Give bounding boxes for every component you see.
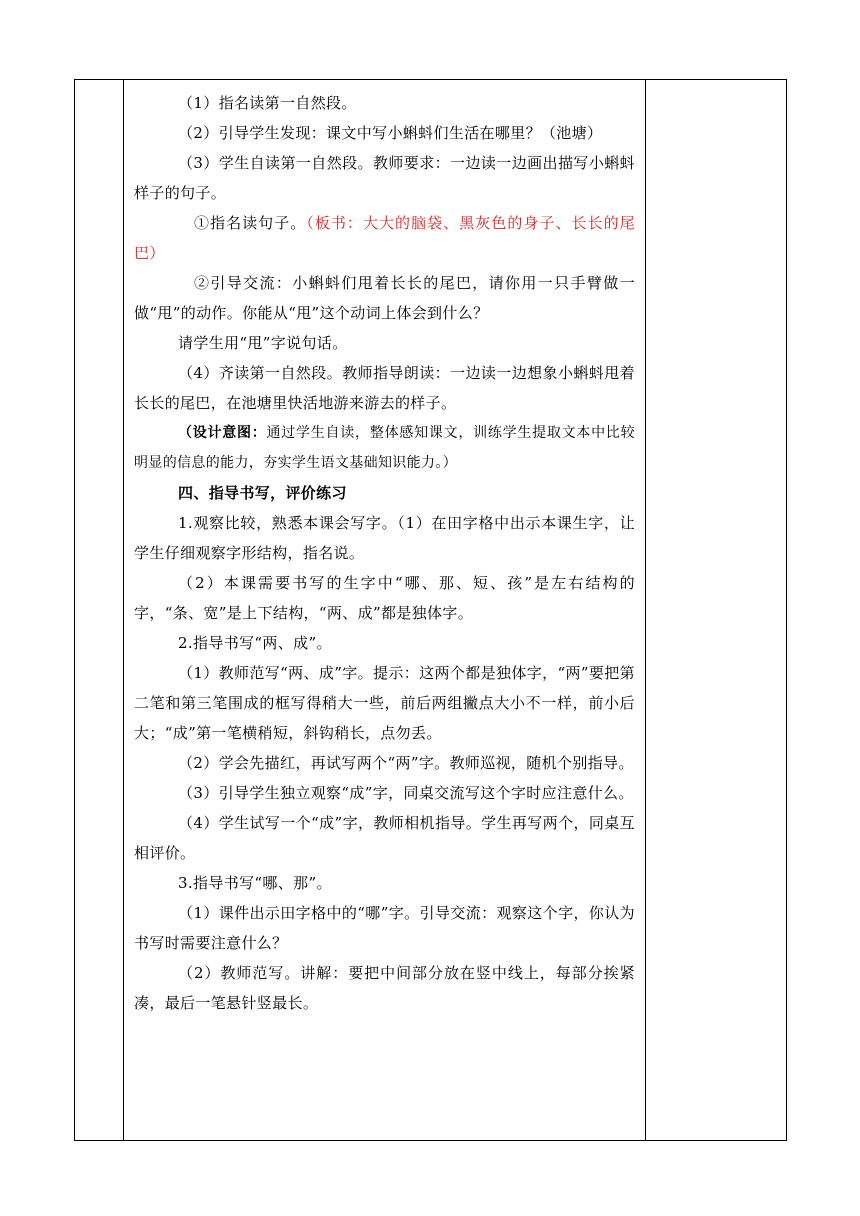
paragraph: （3）引导学生独立观察“成”字，同桌交流写这个字时应注意什么。 <box>178 784 634 802</box>
paragraph: （2）教师范写。讲解：要把中间部分放在竖中线上，每部分挨紧凑，最后一笔悬针竖最长。 <box>134 964 635 1012</box>
paragraph-text: ①指名读句子。 <box>194 214 307 232</box>
right-column-cell <box>646 80 787 1141</box>
paragraph: （2）引导学生发现：课文中写小蝌蚪们生活在哪里？（池塘） <box>178 124 603 142</box>
design-intent-text: 通过学生自读，整体感知课文，训练学生提取文本中比较明显的信息的能力，夯实学生语文基础知识能力。） <box>134 425 635 471</box>
paragraph: （4）齐读第一自然段。教师指导朗读：一边读一边想象小蝌蚪甩着长长的尾巴，在池塘里快活地游来游去的样子。 <box>134 364 635 412</box>
paragraph <box>134 208 635 268</box>
section-heading: 四、指导书写，评价练习 <box>178 484 347 502</box>
paragraph: （4）学生试写一个“成”字，教师相机指导。学生再写两个，同桌互相评价。 <box>134 814 635 862</box>
lesson-table <box>74 79 787 1141</box>
paragraph: （1）教师范写“两、成”字。提示：这两个都是独体字，“两”要把第二笔和第三笔围成的框写得稍大一些，前后两组撇点大小不一样，前小后大；“成”第一笔横稍短，斜钩稍长，点勿丢。 <box>134 664 635 742</box>
paragraph: （3）学生自读第一自然段。教师要求：一边读一边画出描写小蝌蚪样子的句子。 <box>134 154 635 202</box>
content-cell <box>124 80 646 1141</box>
blackboard-note: （板书：大大的脑袋、黑灰色的身子、长长的尾巴） <box>134 214 635 262</box>
lesson-content <box>124 80 645 1140</box>
paragraph: 请学生用“甩”字说句话。 <box>178 334 348 352</box>
design-intent <box>134 418 635 478</box>
left-column-cell <box>75 80 124 1141</box>
paragraph: ②引导交流：小蝌蚪们甩着长长的尾巴，请你用一只手臂做一做“甩”的动作。你能从“甩”这个动词上体会到什么？ <box>134 274 635 322</box>
table-row <box>75 80 787 1141</box>
paragraph: （1）课件出示田字格中的“哪”字。引导交流：观察这个字，你认为书写时需要注意什么？ <box>134 904 635 952</box>
paragraph: 2.指导书写“两、成”。 <box>178 634 332 652</box>
paragraph: （2）本课需要书写的生字中“哪、那、短、孩”是左右结构的字，“条、宽”是上下结构，“两、成”都是独体字。 <box>134 574 635 622</box>
design-intent-label: （设计意图： <box>178 425 267 441</box>
paragraph: （2）学会先描红，再试写两个“两”字。教师巡视，随机个别指导。 <box>178 754 634 772</box>
paragraph: 1.观察比较，熟悉本课会写字。（1）在田字格中出示本课生字，让学生仔细观察字形结构，指名说。 <box>134 514 635 562</box>
paragraph: 3.指导书写“哪、那”。 <box>178 874 332 892</box>
paragraph: （1）指名读第一自然段。 <box>178 94 357 112</box>
